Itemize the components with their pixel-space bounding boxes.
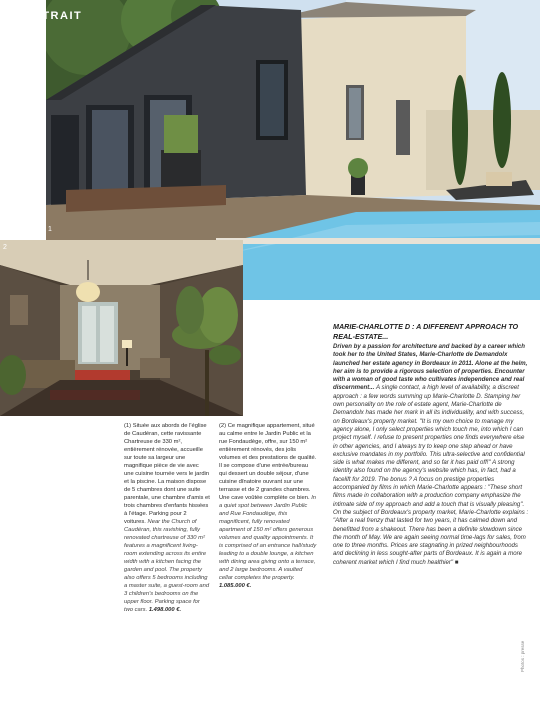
article-body (333, 322, 529, 567)
photo-number-1: 1 (48, 226, 52, 233)
listing-2-text (219, 422, 317, 590)
article-text: A single contact, a high level of availability, a discreet approach : a few words summing up Marie-Charlotte D. Stamping her own personality on the role of estate agent, Marie-Charlotte de Demandolx has made her mark in all its individuality, and with success, on Bordeaux's property market. "It is my own choice to manage my agency alone, I only select properties which touch me, into which I can project myself. I refuse to present properties one finds everywhere else in other agencies, and I always try to keep one step ahead or have exclusive mandates in my portfolio. This ultra-selective and confidential side is what makes me different, and so far it has paid off!" A strong identity also found on the agency's website which has, in fact, had a facelift for 2019. The bonus ? A focus on prestige properties accompanied by films in which Marie-Charlotte appears : "These short films made in collaboration with a production company emphasize the intimate side of my approach and add a touch that is visually pleasing". On the subject of Bordeaux's property market, Marie-Charlotte explains : "After a real frenzy that lasted for two years, it has calmed down and benefitted from a shakeout. There has been a definite slowdown since the month of May. We are again seeing normal time-lags for sales, from one to three months. Prices are stagnating in prized neighbourhoods and declining in less sought-after parts of Bordeaux. It is again a more coherent market which I find much healthier" (333, 384, 529, 566)
listing-2-price: 1.085.000 €. (219, 583, 252, 589)
photo-credit: Photos : presse (520, 640, 525, 672)
article-headline: MARIE-CHARLOTTE D : A DIFFERENT APPROACH TO REAL-ESTATE... (333, 322, 519, 341)
photo-number-2: 2 (3, 244, 7, 251)
article-lead: Driven by a passion for architecture and backed by a career which took her to the United States, Marie-Charlotte de Demandolx launched her estate agency in Bordeaux in 2011. Alone at the helm, her aim is to provide a rigorous selection of properties. Encounter with a woman of good taste who cultivates independence and real discernment... (333, 343, 528, 392)
listing-1-english: Near the Church of Caudéran, this ravishing, fully renovated chartreuse of 330 m² features a magnificent living-room extending across its entire width with a kitchen facing the garden and pool. The property also offers 5 bedrooms including a master suite, a guest-room and 3 children's bedrooms on the upper floor. Parking space for two cars. (124, 519, 210, 613)
listing-1-french: Située aux abords de l'église de Caudéran, cette ravissante Chartreuse de 330 m², entièrement rénovée, accueille sur toute sa largeur une magnifique pièce de vie avec une cuisine tournée vers le jardin et la piscine. La maison dispose de 5 chambres dont une suite parentale, une chambre d'amis et trois chambres d'enfants hissées à l'étage. Parking pour 2 voitures. (124, 423, 210, 525)
section-label: PORTRAIT (14, 10, 83, 22)
listing-2-french: Ce magnifique appartement, situé au calme entre le Jardin Public et la rue Fondaudège, offre, sur 150 m² entièrement rénovés, des jolis volumes et des prestations de qualité. Il se compose d'une entrée/bureau qui dessert un double séjour, d'une cuisine dînatoire ouvrant sur une terrasse et de 2 grandes chambres. Une cave voûtée complète ce bien. (219, 423, 317, 501)
listing-2-english: In a quiet spot between Jardin Public and Rue Fondaudège, this magnificent, fully renovated apartment of 150 m² offers generous volumes and quality appointments. It is comprised of an entrance hall/study leading to a double lounge, a kitchen with dining area giving onto a terrace, and 2 large bedrooms. A vaulted cellar completes the property. (219, 495, 317, 581)
listing-1-price: 1.498.000 €. (148, 607, 182, 613)
listing-1-text (124, 422, 210, 614)
listing-1-number: (1) (124, 423, 132, 429)
end-mark-icon: ■ (454, 558, 459, 566)
listing-2-number: (2) (219, 423, 227, 429)
apartment-photo (0, 240, 243, 416)
